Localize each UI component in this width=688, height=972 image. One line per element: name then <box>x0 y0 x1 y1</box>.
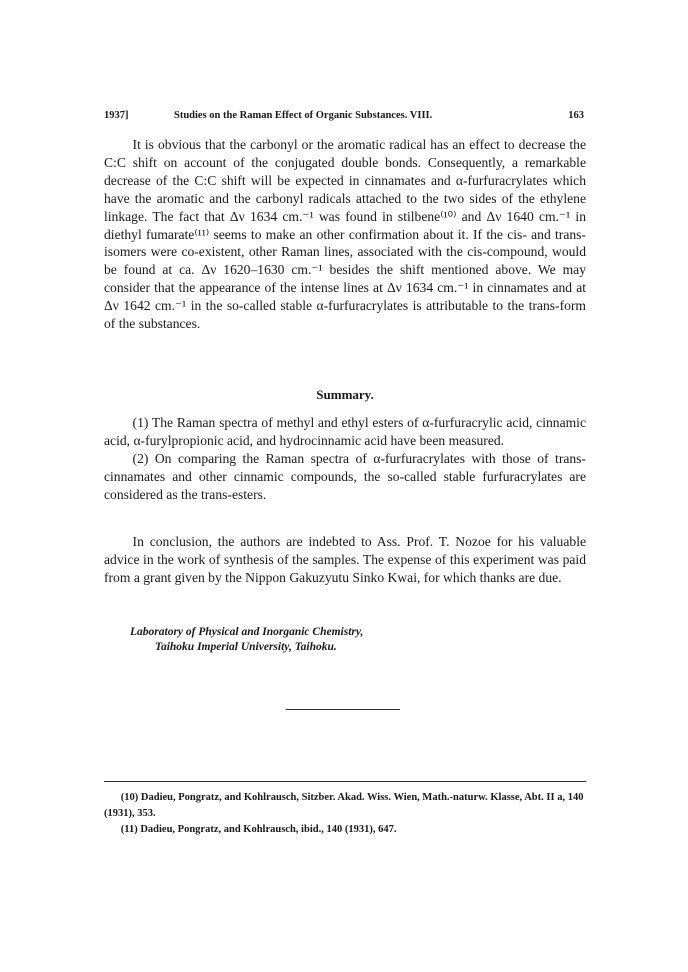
footnote-10: (10) Dadieu, Pongratz, and Kohlrausch, Sitzber. Akad. Wiss. Wien, Math.-naturw. Klasse, Abt. II a, 140 (1931), 353. <box>104 792 584 819</box>
affiliation-line-1: Laboratory of Physical and Inorganic Chemistry, <box>130 626 364 638</box>
header-page-number: 163 <box>568 110 584 121</box>
header-year: 1937] <box>104 110 129 121</box>
summary-item-2: (2) On comparing the Raman spectra of α-furfuracrylates with those of trans-cinnamates and other cinnamic compounds, the so-called stable furfuracrylates are considered as the trans-esters. <box>104 450 586 502</box>
affiliation-line-2: Taihoku Imperial University, Taihoku. <box>155 641 337 653</box>
affiliation <box>130 625 363 655</box>
summary-section <box>104 414 586 504</box>
body-paragraph: It is obvious that the carbonyl or the aromatic radical has an effect to decrease the C:C shift on account of the conjugated double bonds. Consequently, a remarkable decrease of the C:C shift will be expected in cinnamates and α-furfuracrylates which have the aromatic and the carbonyl radicals attached to the two sides of the ethylene linkage. The fact that Δν 1634 cm.⁻¹ was found in stilbene⁽¹⁰⁾ and Δν 1640 cm.⁻¹ in diethyl fumarate⁽¹¹⁾ seems to make an other confirmation about it. If the cis- and trans-isomers were co-existent, other Raman lines, associated with the cis-compound, would be found at ca. Δν 1620–1630 cm.⁻¹ besides the shift mentioned above. We may consider that the appearance of the intense lines at Δν 1634 cm.⁻¹ in cinnamates and at Δν 1642 cm.⁻¹ in the so-called stable α-furfuracrylates is attributable to the trans-form of the substances. <box>104 137 586 332</box>
header-running-title: Studies on the Raman Effect of Organic Substances. VIII. <box>174 110 433 121</box>
section-divider <box>286 709 400 710</box>
footnote-11: (11) Dadieu, Pongratz, and Kohlrausch, ibid., 140 (1931), 647. <box>120 824 397 835</box>
acknowledgement-section <box>104 533 586 587</box>
acknowledgement-paragraph: In conclusion, the authors are indebted to Ass. Prof. T. Nozoe for his valuable advice in the work of synthesis of the samples. The expense of this experiment was paid from a grant given by the Nippon Gakuzyutu Sinko Kwai, for which thanks are due. <box>104 534 586 585</box>
footnotes <box>104 790 586 838</box>
main-text <box>104 136 586 333</box>
footnote-divider <box>104 781 586 782</box>
summary-item-1: (1) The Raman spectra of methyl and ethyl esters of α-furfuracrylic acid, cinnamic acid, α-furylpropionic acid, and hydrocinnamic acid have been measured. <box>104 415 586 448</box>
summary-heading: Summary. <box>316 387 374 402</box>
